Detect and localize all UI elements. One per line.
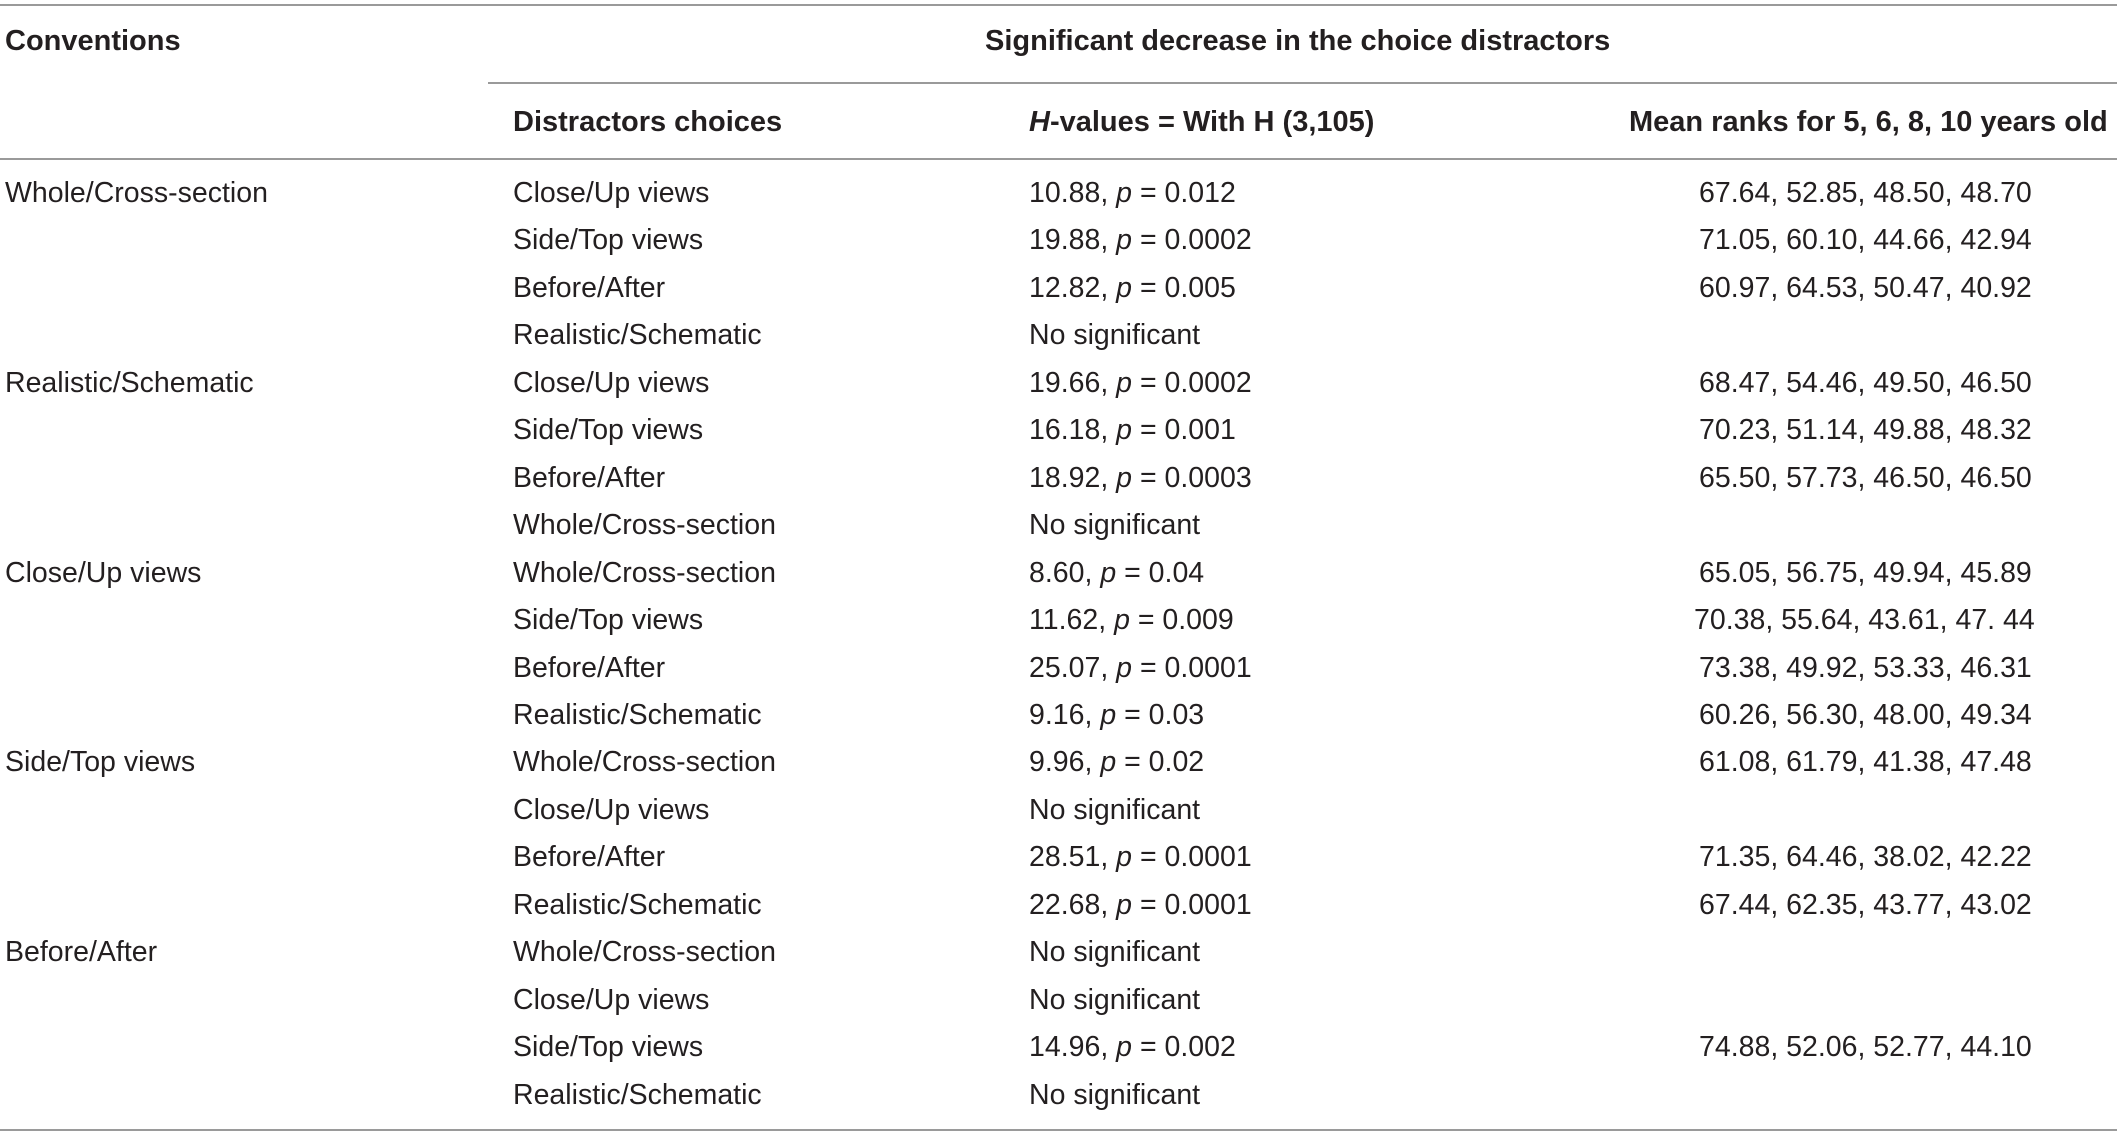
- p-value: = 0.002: [1139, 1031, 1236, 1064]
- h-values-label: -values = With H (3,105): [1049, 106, 1375, 138]
- table-row: [0, 929, 2117, 976]
- h-value-cell: 10.88, p = 0.012: [1029, 177, 1236, 209]
- p-value: = 0.005: [1139, 271, 1236, 304]
- p-symbol: p: [1116, 1031, 1133, 1064]
- h-value-cell: 19.66, p = 0.0002: [1029, 366, 1252, 399]
- table-row: [0, 977, 2117, 1024]
- top-rule: [0, 4, 2117, 6]
- mean-ranks-cell: 65.50, 57.73, 46.50, 46.50: [1699, 461, 2032, 494]
- mean-ranks-cell: 65.05, 56.75, 49.94, 45.89: [1699, 556, 2032, 589]
- header-h-values: [1029, 104, 1374, 140]
- convention-cell: Whole/Cross-section: [5, 177, 268, 209]
- convention-cell: Close/Up views: [5, 556, 202, 589]
- table-row: [0, 265, 2117, 312]
- table-row: [0, 1072, 2117, 1119]
- table-row: [0, 1024, 2117, 1071]
- p-value: = 0.012: [1139, 177, 1236, 209]
- h-value-cell: 14.96, p = 0.002: [1029, 1031, 1236, 1064]
- h-value-cell: No significant: [1029, 983, 1201, 1016]
- mean-ranks-cell: 67.44, 62.35, 43.77, 43.02: [1699, 888, 2032, 921]
- h-value-cell: 9.96, p = 0.02: [1029, 746, 1205, 779]
- mean-ranks-cell: 71.35, 64.46, 38.02, 42.22: [1699, 841, 2032, 874]
- table-row: [0, 550, 2117, 597]
- table-row: [0, 597, 2117, 644]
- h-value: 12.82: [1029, 271, 1101, 304]
- h-value: 14.96: [1029, 1031, 1101, 1064]
- p-value: = 0.0001: [1139, 651, 1252, 684]
- table-row: [0, 312, 2117, 359]
- p-value: = 0.0002: [1139, 224, 1252, 257]
- h-value: 19.88: [1029, 224, 1101, 257]
- mean-ranks-cell: 60.97, 64.53, 50.47, 40.92: [1699, 271, 2032, 304]
- mean-ranks-cell: 71.05, 60.10, 44.66, 42.94: [1699, 224, 2032, 257]
- p-value: = 0.001: [1139, 414, 1236, 447]
- p-value: = 0.0002: [1139, 366, 1252, 399]
- table-row: [0, 692, 2117, 739]
- mean-ranks-cell: 61.08, 61.79, 41.38, 47.48: [1699, 746, 2032, 779]
- h-value-cell: 19.88, p = 0.0002: [1029, 224, 1252, 257]
- h-value-cell: 18.92, p = 0.0003: [1029, 461, 1252, 494]
- header-distractors-choices: Distractors choices: [513, 106, 783, 138]
- h-value-cell: 25.07, p = 0.0001: [1029, 651, 1252, 684]
- header-mean-ranks: Mean ranks for 5, 6, 8, 10 years old: [1629, 106, 2108, 138]
- h-value-cell: 8.60, p = 0.04: [1029, 556, 1205, 589]
- h-value: 11.62: [1029, 604, 1099, 637]
- table-row: [0, 882, 2117, 929]
- h-value-cell: No significant: [1029, 936, 1201, 969]
- p-symbol: p: [1116, 461, 1133, 494]
- h-value: 16.18: [1029, 414, 1101, 447]
- distractor-cell: Realistic/Schematic: [513, 698, 762, 731]
- mean-ranks-cell: 70.38, 55.64, 43.61, 47. 44: [1694, 604, 2035, 637]
- h-value: 28.51: [1029, 841, 1101, 874]
- p-symbol: p: [1116, 414, 1133, 447]
- distractor-cell: Before/After: [513, 651, 666, 684]
- h-value: 9.96: [1029, 746, 1085, 779]
- table-row: [0, 834, 2117, 881]
- distractor-cell: Side/Top views: [513, 224, 704, 257]
- distractor-cell: Realistic/Schematic: [513, 888, 762, 921]
- h-value: 18.92: [1029, 461, 1101, 494]
- p-value: = 0.04: [1124, 556, 1205, 589]
- h-symbol: H: [1029, 106, 1050, 138]
- distractor-cell: Realistic/Schematic: [513, 1078, 762, 1111]
- distractor-cell: Side/Top views: [513, 414, 704, 447]
- h-value-cell: 12.82, p = 0.005: [1029, 271, 1236, 304]
- p-value: = 0.0003: [1139, 461, 1252, 494]
- mean-ranks-cell: 74.88, 52.06, 52.77, 44.10: [1699, 1031, 2032, 1064]
- mean-ranks-cell: 70.23, 51.14, 49.88, 48.32: [1699, 414, 2032, 447]
- distractor-cell: Close/Up views: [513, 177, 710, 209]
- p-value: = 0.0001: [1139, 888, 1252, 921]
- convention-cell: Before/After: [5, 936, 158, 969]
- distractor-cell: Close/Up views: [513, 983, 710, 1016]
- h-value-cell: No significant: [1029, 793, 1201, 826]
- distractor-cell: Before/After: [513, 461, 666, 494]
- p-symbol: p: [1116, 177, 1133, 209]
- h-value-cell: 16.18, p = 0.001: [1029, 414, 1236, 447]
- mean-ranks-cell: 60.26, 56.30, 48.00, 49.34: [1699, 698, 2032, 731]
- distractor-cell: Before/After: [513, 271, 666, 304]
- p-symbol: p: [1116, 366, 1133, 399]
- mean-ranks-cell: 68.47, 54.46, 49.50, 46.50: [1699, 366, 2032, 399]
- p-value: = 0.0001: [1139, 841, 1252, 874]
- distractor-cell: Realistic/Schematic: [513, 319, 762, 352]
- p-symbol: p: [1100, 556, 1117, 589]
- table-row: [0, 455, 2117, 502]
- table-row: [0, 170, 2117, 217]
- convention-cell: Side/Top views: [5, 746, 196, 779]
- distractor-cell: Before/After: [513, 841, 666, 874]
- p-value: = 0.009: [1137, 604, 1234, 637]
- h-value: 9.16: [1029, 698, 1085, 731]
- h-value-cell: No significant: [1029, 1078, 1201, 1111]
- table-row: [0, 739, 2117, 786]
- mean-ranks-cell: 73.38, 49.92, 53.33, 46.31: [1699, 651, 2032, 684]
- h-value: 8.60: [1029, 556, 1085, 589]
- table-row: [0, 502, 2117, 549]
- distractor-cell: Whole/Cross-section: [513, 746, 776, 779]
- distractor-cell: Whole/Cross-section: [513, 936, 776, 969]
- p-symbol: p: [1116, 841, 1133, 874]
- mean-ranks-cell: 67.64, 52.85, 48.50, 48.70: [1699, 177, 2032, 209]
- h-value: 25.07: [1029, 651, 1101, 684]
- h-value-cell: 9.16, p = 0.03: [1029, 698, 1205, 731]
- distractor-cell: Side/Top views: [513, 604, 704, 637]
- p-value: = 0.03: [1124, 698, 1205, 731]
- header-rule: [0, 158, 2117, 160]
- header-group-title: Significant decrease in the choice distractors: [985, 25, 1611, 57]
- p-symbol: p: [1116, 888, 1133, 921]
- distractor-cell: Whole/Cross-section: [513, 556, 776, 589]
- p-symbol: p: [1116, 651, 1133, 684]
- convention-cell: Realistic/Schematic: [5, 366, 254, 399]
- header-conventions: Conventions: [5, 25, 181, 57]
- p-symbol: p: [1116, 224, 1133, 257]
- group-rule: [488, 82, 2117, 84]
- h-value: 19.66: [1029, 366, 1101, 399]
- distractor-cell: Close/Up views: [513, 793, 710, 826]
- table-row: [0, 645, 2117, 692]
- h-value: 10.88: [1029, 177, 1101, 209]
- table-row: [0, 217, 2117, 264]
- distractor-cell: Whole/Cross-section: [513, 509, 776, 542]
- distractor-cell: Side/Top views: [513, 1031, 704, 1064]
- table-row: [0, 360, 2117, 407]
- p-symbol: p: [1100, 698, 1117, 731]
- p-symbol: p: [1116, 271, 1133, 304]
- h-value-cell: No significant: [1029, 319, 1201, 352]
- h-value-cell: 28.51, p = 0.0001: [1029, 841, 1252, 874]
- h-value-cell: No significant: [1029, 509, 1201, 542]
- h-value-cell: 11.62, p = 0.009: [1029, 604, 1234, 637]
- table-row: [0, 787, 2117, 834]
- h-value-cell: 22.68, p = 0.0001: [1029, 888, 1252, 921]
- p-symbol: p: [1100, 746, 1117, 779]
- p-value: = 0.02: [1124, 746, 1205, 779]
- h-value: 22.68: [1029, 888, 1101, 921]
- p-symbol: p: [1114, 604, 1130, 637]
- bottom-rule: [0, 1129, 2117, 1131]
- distractor-cell: Close/Up views: [513, 366, 710, 399]
- table-row: [0, 407, 2117, 454]
